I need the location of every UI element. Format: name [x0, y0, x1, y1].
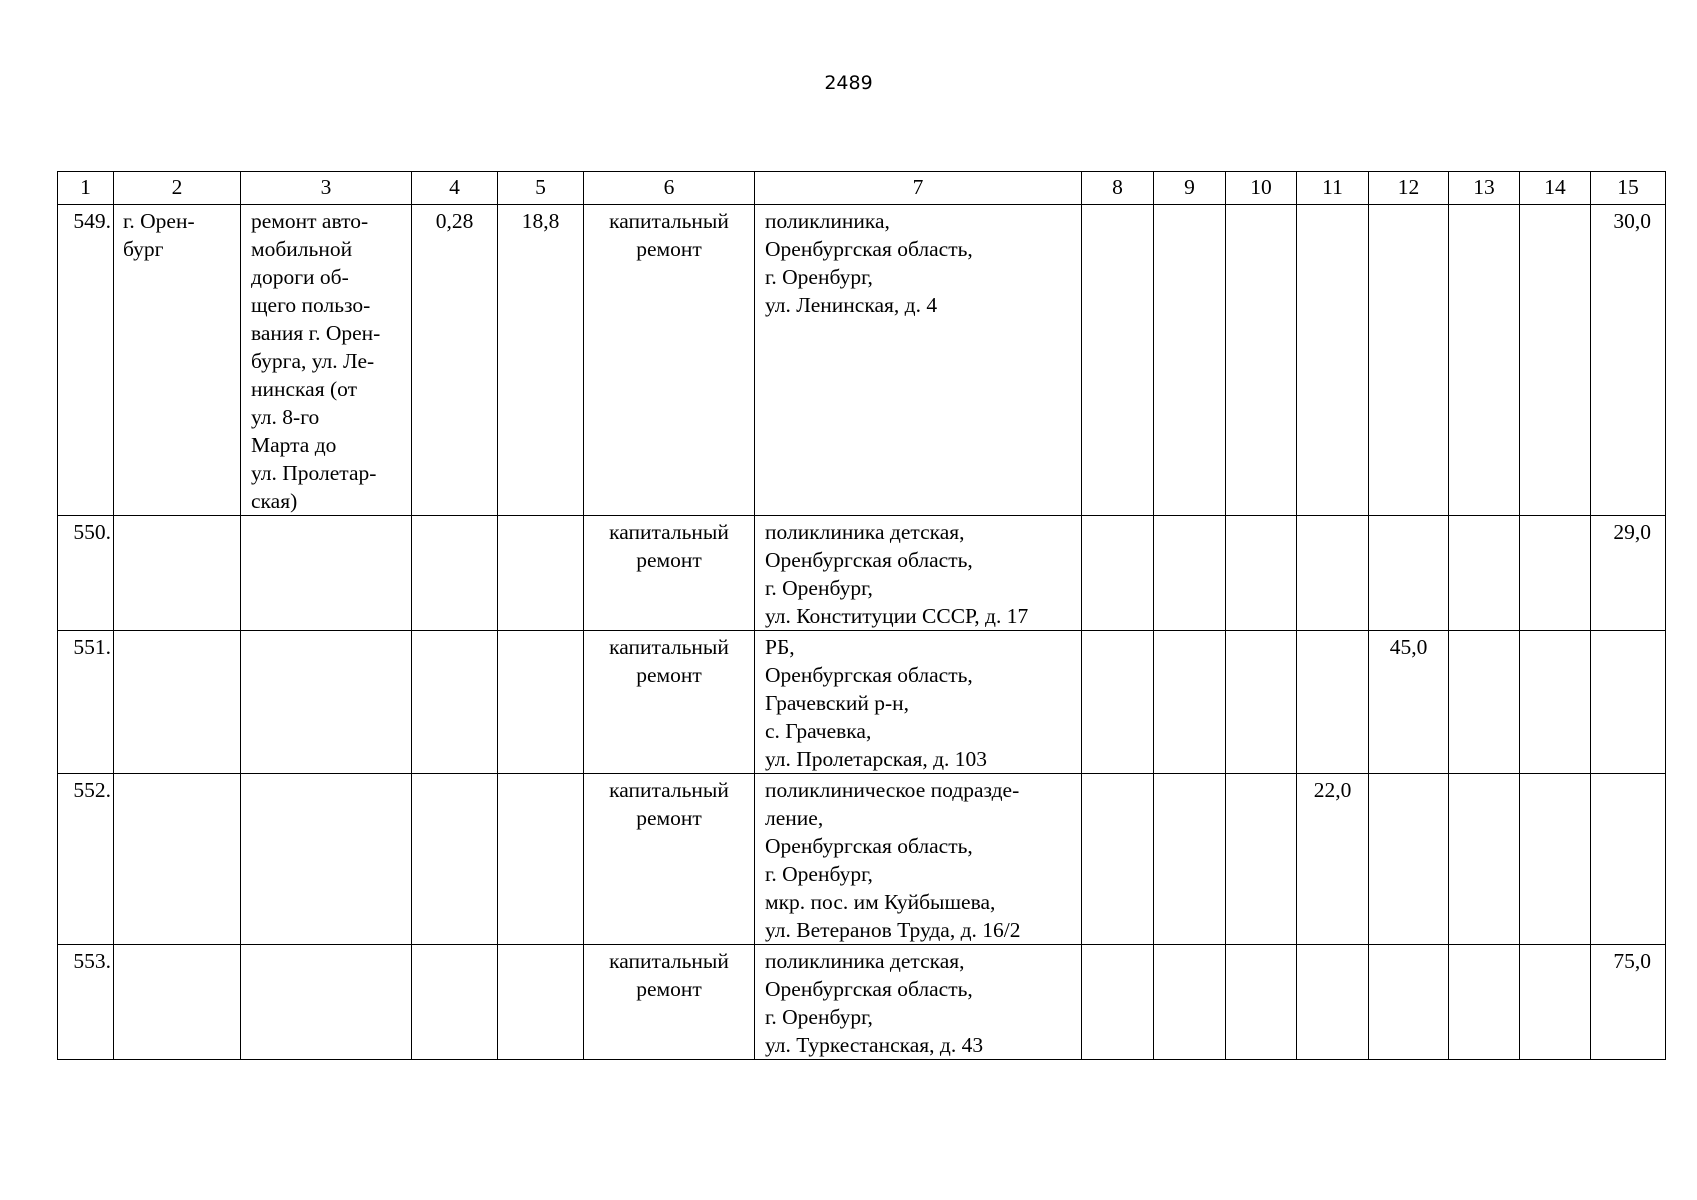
- table-cell-col-5: 18,8: [498, 205, 584, 516]
- table-cell-col-3: [241, 516, 412, 631]
- table-cell-col-14: [1520, 945, 1591, 1060]
- table-cell-col-7: РБ, Оренбургская область, Грачевский р-н, с. Грачевка, ул. Пролетарская, д. 103: [755, 631, 1082, 774]
- table-cell-col-3: [241, 774, 412, 945]
- table-cell-col-13: [1449, 631, 1520, 774]
- table-cell-col-8: [1082, 631, 1154, 774]
- table-cell-col-14: [1520, 631, 1591, 774]
- table-cell-col-6: капитальный ремонт: [584, 516, 755, 631]
- table-cell-col-10: [1226, 516, 1297, 631]
- table-cell-col-2: [114, 945, 241, 1060]
- table-cell-col-15: 29,0: [1591, 516, 1666, 631]
- table-cell-col-14: [1520, 516, 1591, 631]
- column-number-13: 13: [1449, 172, 1520, 205]
- table-cell-col-7: поликлиника детская, Оренбургская область, г. Оренбург, ул. Туркестанская, д. 43: [755, 945, 1082, 1060]
- table-cell-col-11: [1297, 516, 1369, 631]
- table-cell-col-1: 549.: [58, 205, 114, 516]
- column-number-8: 8: [1082, 172, 1154, 205]
- table-cell-col-13: [1449, 774, 1520, 945]
- table-cell-col-6: капитальный ремонт: [584, 631, 755, 774]
- table-cell-col-12: [1369, 774, 1449, 945]
- column-number-1: 1: [58, 172, 114, 205]
- table-cell-col-13: [1449, 945, 1520, 1060]
- table-cell-col-8: [1082, 945, 1154, 1060]
- table-cell-col-12: [1369, 205, 1449, 516]
- table-cell-col-8: [1082, 774, 1154, 945]
- table-cell-col-1: 551.: [58, 631, 114, 774]
- table-row: [58, 774, 1666, 945]
- table-cell-col-15: [1591, 631, 1666, 774]
- table-cell-col-13: [1449, 205, 1520, 516]
- table-cell-col-6: капитальный ремонт: [584, 774, 755, 945]
- table-cell-col-7: поликлиническое подразде- ление, Оренбургская область, г. Оренбург, мкр. пос. им Куйбышева, ул. Ветеранов Труда, д. 16/2: [755, 774, 1082, 945]
- table-cell-col-13: [1449, 516, 1520, 631]
- table-cell-col-12: 45,0: [1369, 631, 1449, 774]
- column-number-4: 4: [412, 172, 498, 205]
- column-number-5: 5: [498, 172, 584, 205]
- table-cell-col-1: 552.: [58, 774, 114, 945]
- table-cell-col-3: [241, 945, 412, 1060]
- column-number-14: 14: [1520, 172, 1591, 205]
- table-cell-col-3: ремонт авто- мобильной дороги об- щего пользо- вания г. Орен- бурга, ул. Ле- нинская (от ул. 8-го Марта до ул. Пролетар- ская): [241, 205, 412, 516]
- page-number: 2489: [824, 72, 873, 94]
- table-cell-col-11: 22,0: [1297, 774, 1369, 945]
- table-cell-col-8: [1082, 516, 1154, 631]
- table-cell-col-10: [1226, 774, 1297, 945]
- table-cell-col-3: [241, 631, 412, 774]
- header-row: [58, 172, 1666, 205]
- table-cell-col-4: [412, 631, 498, 774]
- table-cell-col-5: [498, 631, 584, 774]
- column-number-15: 15: [1591, 172, 1666, 205]
- data-table: [57, 171, 1666, 1060]
- table-cell-col-11: [1297, 945, 1369, 1060]
- column-number-3: 3: [241, 172, 412, 205]
- table-cell-col-6: капитальный ремонт: [584, 205, 755, 516]
- table-row: [58, 516, 1666, 631]
- column-number-2: 2: [114, 172, 241, 205]
- column-number-7: 7: [755, 172, 1082, 205]
- table-cell-col-12: [1369, 516, 1449, 631]
- table-row: [58, 631, 1666, 774]
- table-cell-col-1: 553.: [58, 945, 114, 1060]
- column-number-6: 6: [584, 172, 755, 205]
- table-cell-col-9: [1154, 205, 1226, 516]
- table-cell-col-15: [1591, 774, 1666, 945]
- column-number-9: 9: [1154, 172, 1226, 205]
- table-cell-col-9: [1154, 774, 1226, 945]
- table-cell-col-4: [412, 945, 498, 1060]
- table-cell-col-2: г. Орен- бург: [114, 205, 241, 516]
- column-number-10: 10: [1226, 172, 1297, 205]
- table-cell-col-6: капитальный ремонт: [584, 945, 755, 1060]
- table-cell-col-9: [1154, 631, 1226, 774]
- table-cell-col-2: [114, 516, 241, 631]
- table-cell-col-10: [1226, 631, 1297, 774]
- table-cell-col-14: [1520, 774, 1591, 945]
- table-cell-col-5: [498, 516, 584, 631]
- table-cell-col-4: [412, 774, 498, 945]
- table-cell-col-9: [1154, 516, 1226, 631]
- table-cell-col-4: [412, 516, 498, 631]
- table-cell-col-15: 75,0: [1591, 945, 1666, 1060]
- table-cell-col-15: 30,0: [1591, 205, 1666, 516]
- table-cell-col-2: [114, 774, 241, 945]
- table-cell-col-14: [1520, 205, 1591, 516]
- table-cell-col-12: [1369, 945, 1449, 1060]
- table-cell-col-1: 550.: [58, 516, 114, 631]
- table-cell-col-5: [498, 945, 584, 1060]
- table-row: [58, 205, 1666, 516]
- table-cell-col-10: [1226, 205, 1297, 516]
- table-cell-col-4: 0,28: [412, 205, 498, 516]
- column-number-12: 12: [1369, 172, 1449, 205]
- table-cell-col-9: [1154, 945, 1226, 1060]
- table-cell-col-5: [498, 774, 584, 945]
- table-cell-col-2: [114, 631, 241, 774]
- table-cell-col-11: [1297, 205, 1369, 516]
- column-number-11: 11: [1297, 172, 1369, 205]
- table-cell-col-7: поликлиника детская, Оренбургская область, г. Оренбург, ул. Конституции СССР, д. 17: [755, 516, 1082, 631]
- table-cell-col-7: поликлиника, Оренбургская область, г. Оренбург, ул. Ленинская, д. 4: [755, 205, 1082, 516]
- table-cell-col-8: [1082, 205, 1154, 516]
- table-cell-col-11: [1297, 631, 1369, 774]
- table-row: [58, 945, 1666, 1060]
- table-cell-col-10: [1226, 945, 1297, 1060]
